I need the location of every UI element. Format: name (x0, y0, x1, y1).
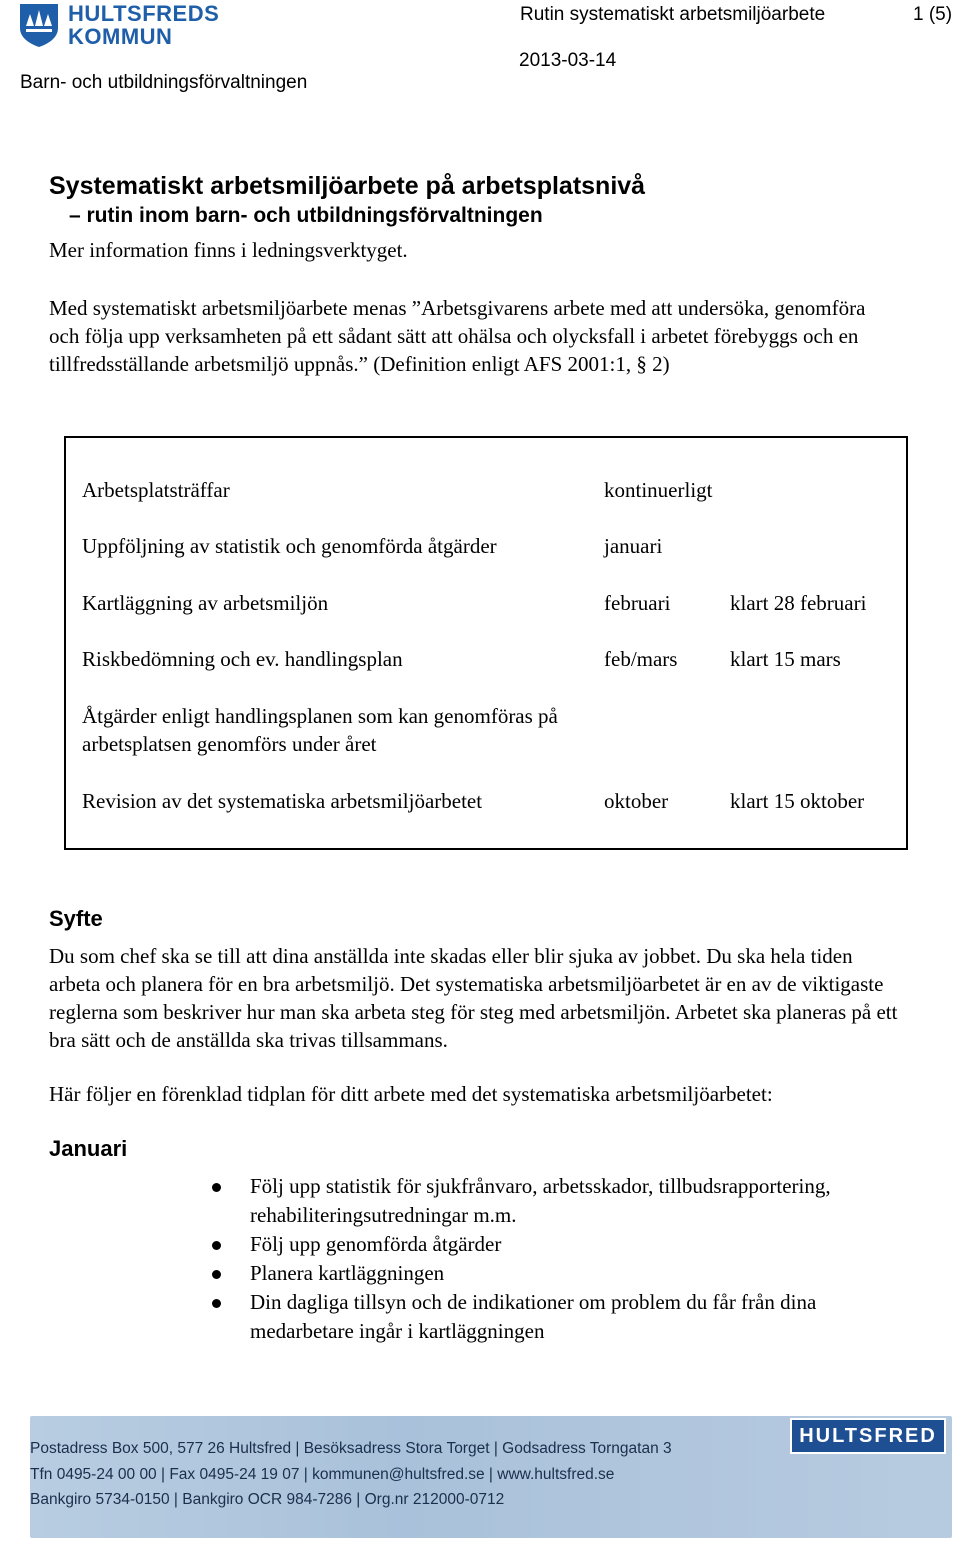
list-item-text: Din dagliga tillsyn och de indikationer om problem du får från dina medarbetare ingår i kartläggningen (250, 1290, 817, 1343)
schedule-when: februari (604, 591, 671, 615)
schedule-deadline: klart 15 oktober (730, 789, 865, 813)
schedule-activity: Kartläggning av arbetsmiljön (82, 591, 329, 615)
tidplan-intro: Här följer en förenklad tidplan för ditt arbete med det systematiska arbetsmiljöarbetet: (49, 1082, 773, 1106)
schedule-activity: Åtgärder enligt handlingsplanen som kan genomföras på arbetsplatsen genomförs under året (82, 704, 558, 756)
schedule-when: januari (604, 534, 663, 558)
footer-logo: HULTSFRED (790, 1418, 946, 1454)
bullet-icon (212, 1299, 221, 1308)
document-date: 2013-03-14 (519, 50, 617, 71)
list-item (212, 1230, 902, 1259)
document-title: Rutin systematiskt arbetsmiljöarbete (520, 4, 826, 25)
schedule-activity: Uppföljning av statistik och genomförda åtgärder (82, 534, 497, 558)
footer-contact: Tfn 0495-24 00 00 | Fax 0495-24 19 07 | kommunen@hultsfred.se | www.hultsfred.se (30, 1466, 615, 1483)
definition-text: Med systematiskt arbetsmiljöarbete menas ”Arbetsgivarens arbete med att undersöka, genomföra och följa upp verksamheten på ett sådant sätt att ohälsa och olycksfall i arbetet förebyggs och en tillfredsställande arbetsmiljö uppnås.” (Definition enligt AFS 2001:1, § 2) (49, 296, 866, 376)
schedule-when: kontinuerligt (604, 478, 713, 502)
list-item-text: Följ upp genomförda åtgärder (250, 1232, 502, 1256)
page-title: Systematiskt arbetsmiljöarbete på arbetsplatsnivå (49, 172, 646, 200)
list-item (212, 1288, 902, 1346)
schedule-when: oktober (604, 789, 669, 813)
syfte-text: Du som chef ska se till att dina anställda inte skadas eller blir sjuka av jobbet. Du ska hela tiden arbeta och planera för en bra arbetsmiljö. Det systematiska arbetsmiljöarbetet är en av de viktigaste reglerna som beskriver hur man ska arbeta steg för steg med arbetsmiljön. Arbetet ska planeras på ett bra sätt och de anställda ska trivas tillsammans. (49, 944, 898, 1052)
schedule-box (64, 436, 908, 850)
list-item (212, 1259, 902, 1288)
logo-line-2: KOMMUN (68, 24, 173, 49)
januari-list (212, 1172, 902, 1346)
footer-address: Postadress Box 500, 577 26 Hultsfred | Besöksadress Stora Torget | Godsadress Torngatan 3 (30, 1440, 672, 1457)
schedule-deadline: klart 28 februari (730, 591, 867, 615)
schedule-when: feb/mars (604, 647, 678, 671)
municipality-logo (18, 2, 218, 50)
definition-paragraph (49, 294, 889, 378)
info-line: Mer information finns i ledningsverktyget. (49, 238, 408, 262)
list-item-text: Följ upp statistik för sjukfrånvaro, arbetsskador, tillbudsrapportering, rehabiliteringsutredningar m.m. (250, 1174, 831, 1227)
page-number: 1 (5) (913, 4, 953, 25)
logo-line-1: HULTSFREDS (68, 1, 220, 26)
schedule-activity: Revision av det systematiska arbetsmiljöarbetet (82, 789, 483, 813)
schedule-activity: Riskbedömning och ev. handlingsplan (82, 647, 403, 671)
bullet-icon (212, 1241, 221, 1250)
januari-heading: Januari (49, 1136, 128, 1161)
bullet-icon (212, 1270, 221, 1279)
syfte-heading: Syfte (49, 906, 103, 931)
page-subtitle: – rutin inom barn- och utbildningsförvaltningen (69, 204, 543, 227)
schedule-deadline: klart 15 mars (730, 647, 841, 671)
bullet-icon (212, 1183, 221, 1192)
list-item (212, 1172, 902, 1230)
footer-bank: Bankgiro 5734-0150 | Bankgiro OCR 984-7286 | Org.nr 212000-0712 (30, 1491, 505, 1508)
department-name: Barn- och utbildningsförvaltningen (20, 72, 308, 93)
crest-icon (18, 2, 60, 48)
schedule-activity: Arbetsplatsträffar (82, 478, 230, 502)
list-item-text: Planera kartläggningen (250, 1261, 445, 1285)
footer-banner (30, 1416, 952, 1538)
